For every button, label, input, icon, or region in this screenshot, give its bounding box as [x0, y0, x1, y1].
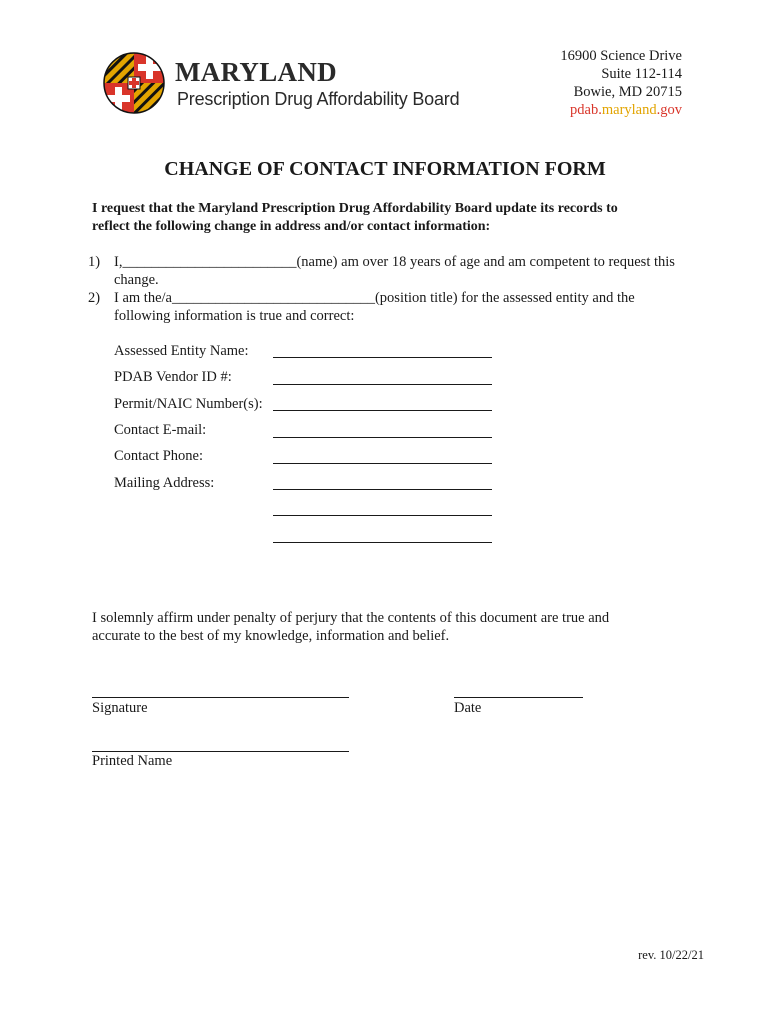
website-link[interactable] [560, 101, 682, 119]
permit-naic-field[interactable] [273, 410, 492, 411]
statement-item [88, 253, 688, 289]
contact-phone-field[interactable] [273, 463, 492, 464]
affirmation-paragraph: I solemnly affirm under penalty of perjury that the contents of this document are true and accurate to the best of my knowledge, information and belief. [92, 610, 610, 644]
address-block [560, 47, 682, 119]
address-line-2: Suite 112-114 [601, 66, 682, 82]
mailing-address-label: Mailing Address: [114, 475, 215, 491]
statement-number: 1) [88, 254, 101, 270]
signature-label: Signature [92, 700, 148, 716]
website-part-1: pdab. [570, 102, 602, 118]
website-part-2: maryland [601, 102, 657, 118]
intro-paragraph: I request that the Maryland Prescription Drug Affordability Board update its records to reflect the following change in address and/or contact information: [92, 201, 618, 234]
mailing-address-field-line-1[interactable] [273, 489, 492, 490]
printed-name-label: Printed Name [92, 753, 173, 769]
statement-item [88, 289, 688, 325]
assessed-entity-name-field[interactable] [273, 357, 492, 358]
statement-number: 2) [88, 290, 101, 306]
form-title: CHANGE OF CONTACT INFORMATION FORM [164, 158, 606, 180]
contact-email-field[interactable] [273, 437, 492, 438]
assessed-entity-name-label: Assessed Entity Name: [114, 343, 249, 359]
contact-email-label: Contact E-mail: [114, 422, 207, 438]
printed-name-field[interactable] [92, 751, 349, 752]
permit-naic-label: Permit/NAIC Number(s): [114, 396, 263, 412]
pdab-vendor-id-label: PDAB Vendor ID #: [114, 369, 232, 385]
mailing-address-field-line-2[interactable] [273, 515, 492, 516]
website-part-3: .gov [656, 102, 682, 118]
contact-phone-label: Contact Phone: [114, 448, 204, 464]
brand-subtitle: Prescription Drug Affordability Board [177, 89, 460, 109]
brand-name: MARYLAND [175, 57, 337, 87]
maryland-flag-seal-icon [103, 52, 165, 114]
address-line-3: Bowie, MD 20715 [573, 84, 682, 100]
mailing-address-field-line-3[interactable] [273, 542, 492, 543]
statement-text[interactable]: I,________________________(name) am over 18 years of age and am competent to request this change. [114, 254, 675, 288]
revision-date: rev. 10/22/21 [638, 948, 704, 962]
pdab-vendor-id-field[interactable] [273, 384, 492, 385]
statement-text[interactable]: I am the/a____________________________(position title) for the assessed entity and the following information is true and correct: [114, 290, 635, 324]
signature-field[interactable] [92, 697, 349, 698]
date-field[interactable] [454, 697, 583, 698]
numbered-statements [88, 253, 688, 325]
address-line-1: 16900 Science Drive [560, 48, 682, 64]
date-label: Date [454, 700, 482, 716]
